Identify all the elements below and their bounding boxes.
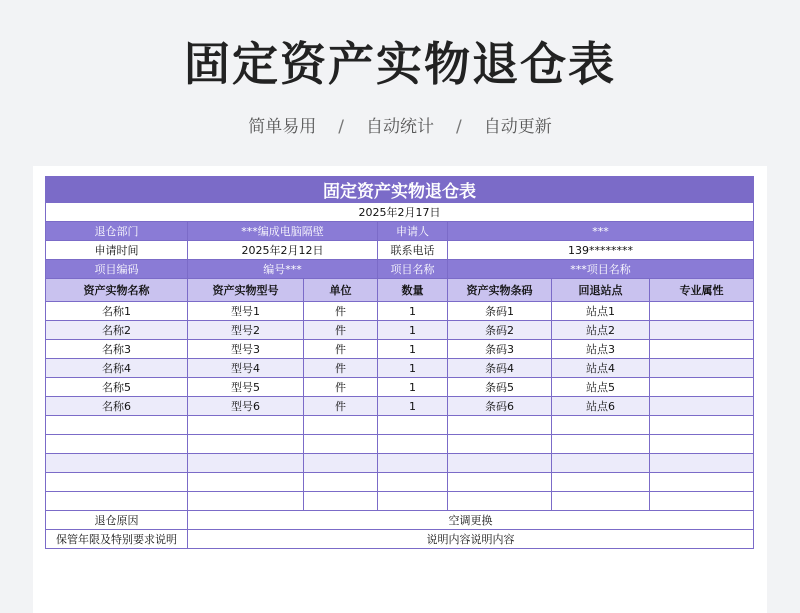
table-row (46, 454, 754, 473)
table-row (46, 340, 754, 359)
sheet-date[interactable]: 2025年2月17日 (46, 203, 754, 222)
cell-qty[interactable]: 1 (378, 340, 448, 359)
cell-barcode[interactable] (448, 492, 552, 511)
cell-name[interactable]: 名称1 (46, 302, 188, 321)
table-row (46, 359, 754, 378)
page-subtitle (0, 112, 800, 137)
table-row (46, 321, 754, 340)
phone-label: 联系电话 (378, 241, 448, 260)
info-row (46, 241, 754, 260)
dept-label: 退仓部门 (46, 222, 188, 241)
cell-model[interactable]: 型号2 (188, 321, 304, 340)
cell-barcode[interactable]: 条码3 (448, 340, 552, 359)
cell-qty[interactable]: 1 (378, 397, 448, 416)
cell-name[interactable] (46, 473, 188, 492)
cell-qty[interactable] (378, 435, 448, 454)
cell-unit[interactable] (304, 492, 378, 511)
apply-time-value[interactable]: 2025年2月12日 (188, 241, 378, 260)
cell-site[interactable]: 站点3 (552, 340, 650, 359)
requirements-value[interactable]: 说明内容说明内容 (188, 530, 754, 549)
table-row (46, 473, 754, 492)
cell-model[interactable]: 型号1 (188, 302, 304, 321)
cell-barcode[interactable]: 条码1 (448, 302, 552, 321)
cell-site[interactable] (552, 435, 650, 454)
reason-value[interactable]: 空调更换 (188, 511, 754, 530)
cell-model[interactable]: 型号6 (188, 397, 304, 416)
cell-site[interactable] (552, 473, 650, 492)
cell-model[interactable] (188, 473, 304, 492)
cell-attr[interactable] (650, 378, 754, 397)
dept-value[interactable]: ***编成电脑隔壁 (188, 222, 378, 241)
reason-label: 退仓原因 (46, 511, 188, 530)
cell-attr[interactable] (650, 359, 754, 378)
cell-model[interactable] (188, 454, 304, 473)
column-header: 资产实物名称 (46, 279, 188, 302)
cell-qty[interactable]: 1 (378, 378, 448, 397)
cell-name[interactable]: 名称4 (46, 359, 188, 378)
cell-site[interactable]: 站点1 (552, 302, 650, 321)
sheet-banner: 固定资产实物退仓表 (46, 177, 754, 203)
cell-site[interactable]: 站点2 (552, 321, 650, 340)
cell-model[interactable]: 型号4 (188, 359, 304, 378)
cell-model[interactable] (188, 435, 304, 454)
cell-model[interactable] (188, 492, 304, 511)
cell-site[interactable] (552, 492, 650, 511)
cell-model[interactable] (188, 416, 304, 435)
cell-site[interactable]: 站点4 (552, 359, 650, 378)
project-code-value[interactable]: 编号*** (188, 260, 378, 279)
cell-attr[interactable] (650, 435, 754, 454)
cell-unit[interactable]: 件 (304, 359, 378, 378)
cell-unit[interactable] (304, 454, 378, 473)
phone-value[interactable]: 139******** (448, 241, 754, 260)
cell-model[interactable]: 型号3 (188, 340, 304, 359)
cell-name[interactable]: 名称6 (46, 397, 188, 416)
column-header: 回退站点 (552, 279, 650, 302)
table-row (46, 302, 754, 321)
cell-name[interactable]: 名称5 (46, 378, 188, 397)
cell-barcode[interactable]: 条码6 (448, 397, 552, 416)
cell-barcode[interactable] (448, 454, 552, 473)
column-header-row (46, 279, 754, 302)
footer-row (46, 530, 754, 549)
table-row (46, 492, 754, 511)
cell-name[interactable]: 名称3 (46, 340, 188, 359)
apply-time-label: 申请时间 (46, 241, 188, 260)
cell-attr[interactable] (650, 454, 754, 473)
cell-unit[interactable]: 件 (304, 397, 378, 416)
cell-unit[interactable] (304, 473, 378, 492)
project-name-value[interactable]: ***项目名称 (448, 260, 754, 279)
info-row (46, 260, 754, 279)
project-code-label: 项目编码 (46, 260, 188, 279)
cell-unit[interactable]: 件 (304, 340, 378, 359)
cell-barcode[interactable] (448, 416, 552, 435)
cell-site[interactable] (552, 416, 650, 435)
table-row (46, 378, 754, 397)
cell-qty[interactable] (378, 492, 448, 511)
applicant-label: 申请人 (378, 222, 448, 241)
column-header: 资产实物型号 (188, 279, 304, 302)
subtitle-item-easy: 简单易用 (248, 117, 317, 137)
cell-name[interactable] (46, 435, 188, 454)
cell-name[interactable]: 名称2 (46, 321, 188, 340)
banner-row (46, 177, 754, 203)
project-name-label: 项目名称 (378, 260, 448, 279)
cell-barcode[interactable] (448, 473, 552, 492)
table-row (46, 435, 754, 454)
column-header: 资产实物条码 (448, 279, 552, 302)
cell-qty[interactable]: 1 (378, 302, 448, 321)
table-row (46, 397, 754, 416)
cell-site[interactable]: 站点5 (552, 378, 650, 397)
cell-site[interactable]: 站点6 (552, 397, 650, 416)
sheet-card (33, 166, 767, 613)
cell-name[interactable] (46, 492, 188, 511)
cell-attr[interactable] (650, 340, 754, 359)
cell-barcode[interactable] (448, 435, 552, 454)
date-row (46, 203, 754, 222)
info-row (46, 222, 754, 241)
cell-attr[interactable] (650, 302, 754, 321)
cell-attr[interactable] (650, 492, 754, 511)
cell-model[interactable]: 型号5 (188, 378, 304, 397)
cell-attr[interactable] (650, 397, 754, 416)
subtitle-separator: / (338, 117, 344, 137)
subtitle-item-update: 自动更新 (483, 117, 552, 137)
subtitle-separator: / (456, 117, 462, 137)
cell-qty[interactable]: 1 (378, 321, 448, 340)
cell-qty[interactable] (378, 454, 448, 473)
cell-barcode[interactable]: 条码4 (448, 359, 552, 378)
page-title: 固定资产实物退仓表 (184, 37, 616, 91)
cell-name[interactable] (46, 416, 188, 435)
cell-unit[interactable]: 件 (304, 378, 378, 397)
requirements-label: 保管年限及特别要求说明 (46, 530, 188, 549)
cell-unit[interactable] (304, 416, 378, 435)
cell-qty[interactable] (378, 473, 448, 492)
cell-unit[interactable]: 件 (304, 302, 378, 321)
cell-attr[interactable] (650, 416, 754, 435)
return-sheet-table (45, 176, 754, 549)
subtitle-item-stats: 自动统计 (366, 117, 434, 137)
column-header: 单位 (304, 279, 378, 302)
cell-unit[interactable] (304, 435, 378, 454)
table-row (46, 416, 754, 435)
cell-barcode[interactable]: 条码2 (448, 321, 552, 340)
cell-site[interactable] (552, 454, 650, 473)
cell-barcode[interactable]: 条码5 (448, 378, 552, 397)
cell-name[interactable] (46, 454, 188, 473)
cell-qty[interactable] (378, 416, 448, 435)
cell-unit[interactable]: 件 (304, 321, 378, 340)
column-header: 数量 (378, 279, 448, 302)
cell-attr[interactable] (650, 321, 754, 340)
footer-row (46, 511, 754, 530)
cell-attr[interactable] (650, 473, 754, 492)
applicant-value[interactable]: *** (448, 222, 754, 241)
column-header: 专业属性 (650, 279, 754, 302)
cell-qty[interactable]: 1 (378, 359, 448, 378)
